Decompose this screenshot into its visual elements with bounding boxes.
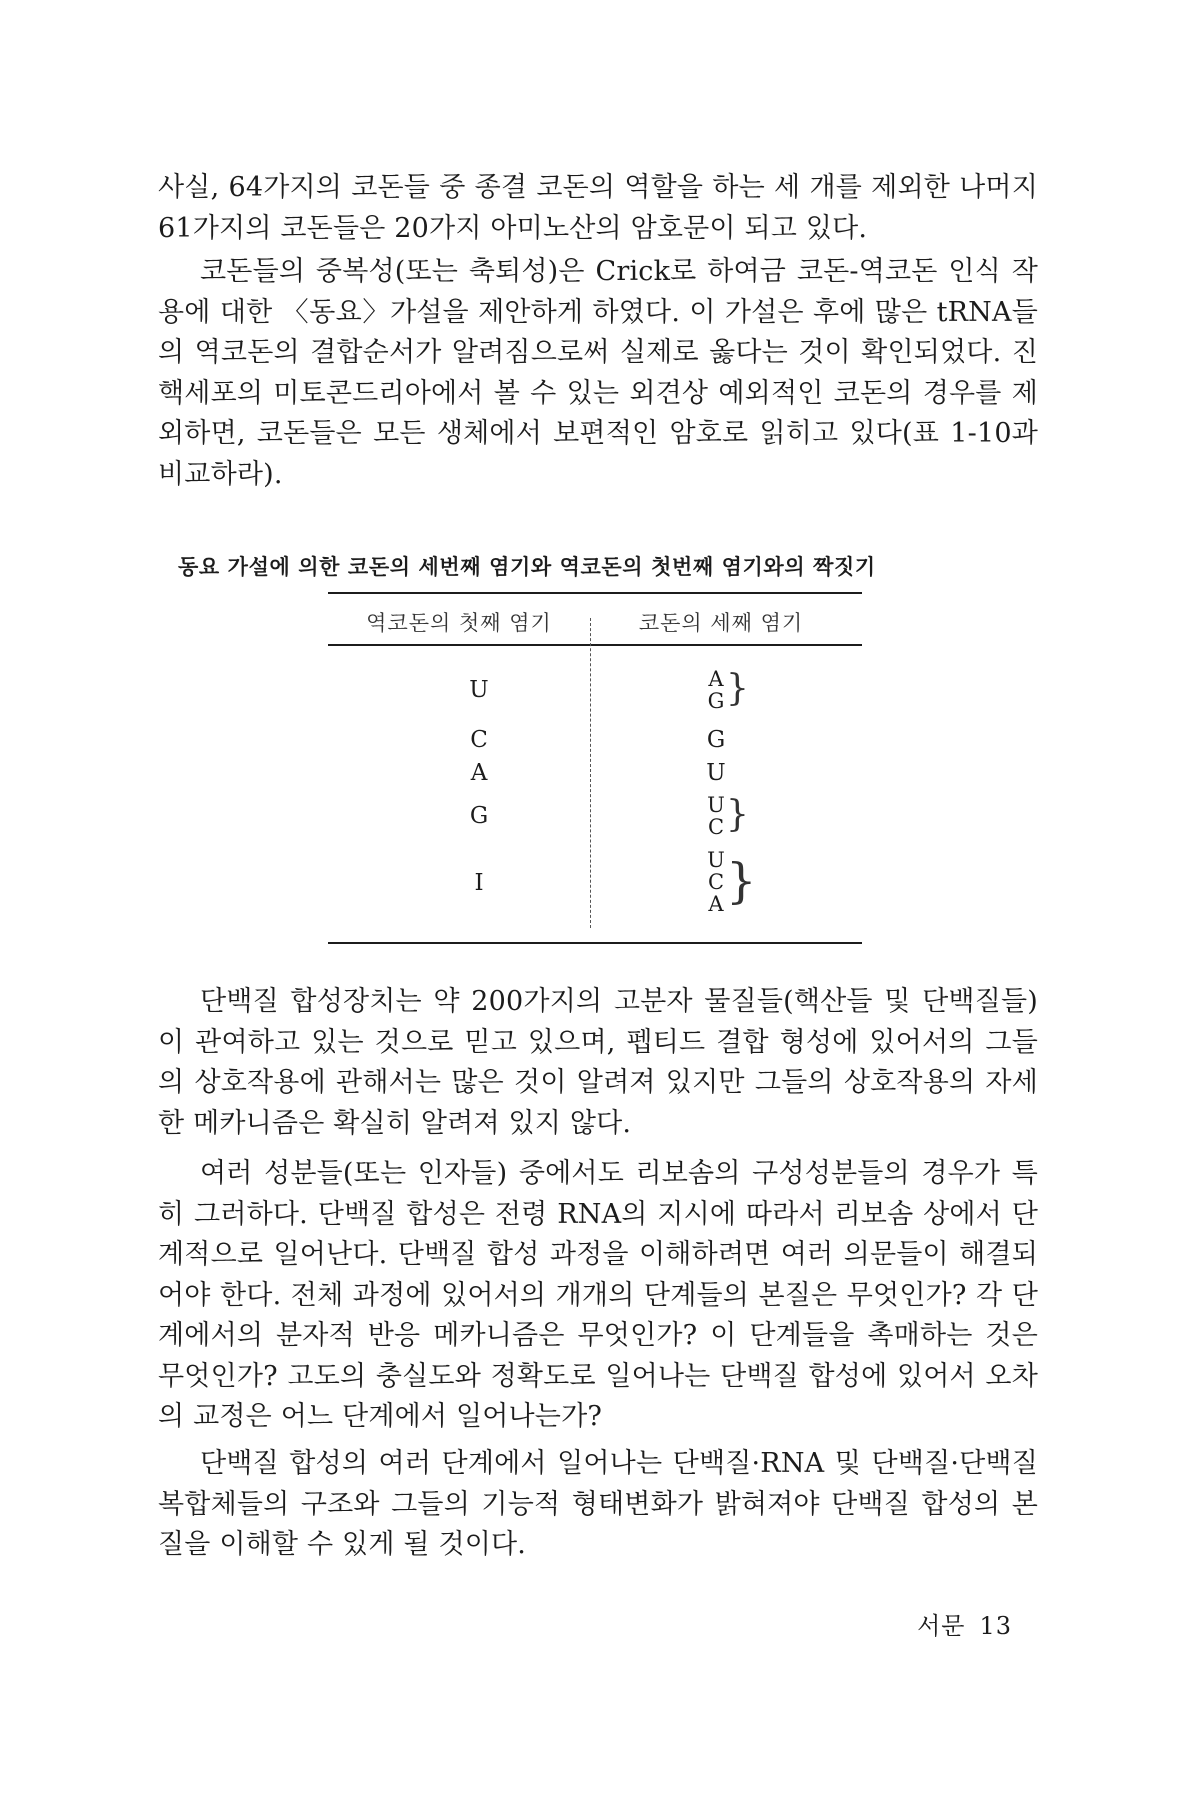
page-number: 13 bbox=[979, 1612, 1012, 1640]
anticodon-base: A bbox=[470, 760, 488, 786]
header-codon-third-base: 코돈의 세째 염기 bbox=[638, 611, 804, 635]
codon-base: G bbox=[707, 689, 725, 713]
paragraph-1: 사실, 64가지의 코돈들 중 종결 코돈의 역할을 하는 세 개를 제외한 나머지 61가지의 코돈들은 20가지 아미노산의 암호문이 되고 있다. bbox=[158, 172, 1038, 244]
brace-symbol: } bbox=[726, 853, 757, 909]
codon-base: A bbox=[708, 667, 724, 691]
codon-base: U bbox=[707, 848, 725, 872]
codon-base: G bbox=[706, 727, 726, 753]
table-top-rule bbox=[328, 592, 862, 594]
table-title: 동요 가설에 의한 코돈의 세번째 염기와 역코돈의 첫번째 염기와의 짝짓기 bbox=[178, 555, 876, 579]
anticodon-base: C bbox=[470, 727, 488, 753]
anticodon-base: U bbox=[469, 677, 489, 703]
paragraph-3: 단백질 합성장치는 약 200가지의 고분자 물질들(핵산들 및 단백질들)이 관여하고 있는 것으로 믿고 있으며, 펩티드 결합 형성에 있어서의 그들의 상호작용에 관해서는 많은 것이 알려져 있지만 그들의 상호작용의 자세한 메카니즘은 확실히 알려져 있지 않다. bbox=[158, 986, 1038, 1139]
codon-base: A bbox=[708, 892, 724, 916]
brace-symbol: } bbox=[726, 668, 749, 709]
table-header-rule bbox=[328, 644, 862, 646]
wobble-pairing-table bbox=[328, 592, 862, 944]
paragraph-5: 단백질 합성의 여러 단계에서 일어나는 단백질·RNA 및 단백질·단백질 복합체들의 구조와 그들의 기능적 형태변화가 밝혀져야 단백질 합성의 본질을 이해할 수 있게 될 것이다. bbox=[158, 1448, 1038, 1560]
column-divider bbox=[590, 618, 591, 928]
codon-base: U bbox=[707, 793, 725, 817]
anticodon-base: I bbox=[474, 870, 484, 896]
codon-base: U bbox=[706, 760, 726, 786]
table-bottom-rule bbox=[328, 942, 862, 944]
page-footer bbox=[917, 1606, 1012, 1641]
header-anticodon-first-base: 역코돈의 첫째 염기 bbox=[366, 611, 552, 635]
section-name: 서문 bbox=[917, 1612, 966, 1640]
codon-base: C bbox=[707, 815, 725, 839]
paragraph-2: 코돈들의 중복성(또는 축퇴성)은 Crick로 하여금 코돈-역코돈 인식 작용에 대한 〈동요〉가설을 제안하게 하였다. 이 가설은 후에 많은 tRNA들의 역코돈의 결합순서가 알려짐으로써 실제로 옳다는 것이 확인되었다. 진핵세포의 미토콘드리아에서 볼 수 있는 외견상 예외적인 코돈의 경우를 제외하면, 코돈들은 모든 생체에서 보편적인 암호로 읽히고 있다(표 1-10과 비교하라). bbox=[158, 256, 1038, 490]
paragraph-4: 여러 성분들(또는 인자들) 중에서도 리보솜의 구성성분들의 경우가 특히 그러하다. 단백질 합성은 전령 RNA의 지시에 따라서 리보솜 상에서 단계적으로 일어난다. 단백질 합성 과정을 이해하려면 여러 의문들이 해결되어야 한다. 전체 과정에 있어서의 개개의 단계들의 본질은 무엇인가? 각 단계에서의 분자적 반응 메카니즘은 무엇인가? 이 단계들을 촉매하는 것은 무엇인가? 고도의 충실도와 정확도로 일어나는 단백질 합성에 있어서 오차의 교정은 어느 단계에서 일어나는가? bbox=[158, 1158, 1038, 1432]
anticodon-base: G bbox=[469, 803, 489, 829]
codon-base: C bbox=[707, 870, 725, 894]
brace-symbol: } bbox=[726, 794, 749, 835]
